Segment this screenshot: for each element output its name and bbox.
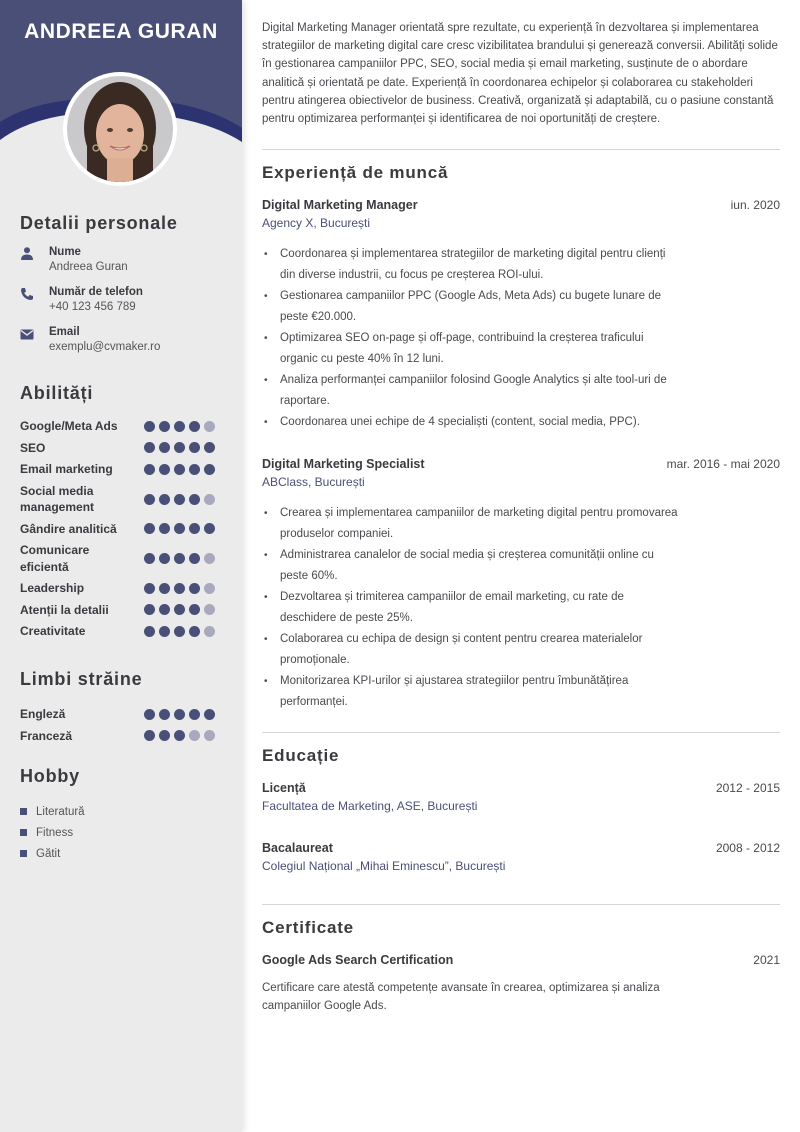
certificate-date: 2021 xyxy=(753,953,780,967)
rating-dot-filled-icon xyxy=(159,709,170,720)
rating-dot-filled-icon xyxy=(144,709,155,720)
rating-dot-filled-icon xyxy=(189,442,200,453)
rating-dot-empty-icon xyxy=(204,421,215,432)
skill-row xyxy=(20,418,220,435)
hobby-title: Hobby xyxy=(20,766,80,786)
hobby-item xyxy=(20,822,220,843)
rating-dots xyxy=(144,604,220,615)
job-bullets xyxy=(262,503,682,713)
education-date: 2012 - 2015 xyxy=(715,781,780,795)
rating-dot-filled-icon xyxy=(159,494,170,505)
divider xyxy=(262,149,780,150)
rating-dots xyxy=(144,523,220,534)
certificate-description: Certificare care atestă competențe avansate în crearea, optimizarea și analiza campaniilor Google Ads. xyxy=(262,982,660,1012)
degree-title: Bacalaureat xyxy=(262,841,333,855)
detail-value: Andreea Guran xyxy=(49,261,128,273)
skill-name: Gândire analitică xyxy=(20,521,117,536)
job-entry xyxy=(262,198,780,433)
hobby-item xyxy=(20,801,220,822)
degree-title: Licență xyxy=(262,781,306,795)
bullet-item: • Colaborarea cu echipa de design și content pentru crearea materialelor promoționale. xyxy=(262,629,682,671)
bullet-item: • Analiza performanței campaniilor folosind Google Analytics și alte tool-uri de raportare. xyxy=(262,370,682,412)
skill-row xyxy=(20,602,220,619)
education-date: 2008 - 2012 xyxy=(715,841,780,855)
rating-dot-filled-icon xyxy=(204,523,215,534)
job-title: Digital Marketing Manager xyxy=(262,198,418,212)
detail-phone xyxy=(20,285,220,315)
rating-dot-filled-icon xyxy=(159,523,170,534)
languages-list xyxy=(20,706,220,744)
rating-dots xyxy=(144,553,220,564)
square-bullet-icon xyxy=(20,808,27,815)
personal-details-section xyxy=(20,213,220,355)
square-bullet-icon xyxy=(20,850,27,857)
rating-dots xyxy=(144,730,220,741)
rating-dot-filled-icon xyxy=(174,709,185,720)
rating-dot-empty-icon xyxy=(204,553,215,564)
skill-row xyxy=(20,542,220,575)
detail-value: exemplu@cvmaker.ro xyxy=(49,341,161,353)
rating-dots xyxy=(144,421,220,432)
detail-email xyxy=(20,325,220,355)
hobby-list xyxy=(20,801,220,864)
bullet-item: • Gestionarea campaniilor PPC (Google Ads, Meta Ads) cu bugete lunare de peste €20.000. xyxy=(262,286,682,328)
rating-dot-filled-icon xyxy=(159,730,170,741)
language-row xyxy=(20,706,220,723)
job-company: ABClass, București xyxy=(262,475,365,489)
education-title: Educație xyxy=(262,746,340,765)
rating-dot-filled-icon xyxy=(159,604,170,615)
rating-dot-filled-icon xyxy=(159,626,170,637)
personal-details-title: Detalii personale xyxy=(20,213,178,233)
language-name: Franceză xyxy=(20,728,73,743)
hobby-label: Literatură xyxy=(36,805,85,818)
sidebar xyxy=(0,0,242,1132)
rating-dot-filled-icon xyxy=(144,523,155,534)
certificate-entry xyxy=(262,953,780,1015)
rating-dot-empty-icon xyxy=(204,583,215,594)
hobby-section xyxy=(20,766,220,864)
profile-summary: Digital Marketing Manager orientată spre rezultate, cu experiență în dezvoltarea și implementarea strategiilor de marketing digital care cresc vizibilitatea brandului și generează conversii. Abilități solide în gestionarea campaniilor PPC, SEO, social media și email marketing, susținute de o abordare analitică și orientată pe date. Experiență în coordonarea echipelor și colaborarea cu stakeholderi pentru atingerea obiectivelor de business. Creativă, organizată și adaptabilă, cu o pasiune constantă pentru optimizarea performanței și identificarea de noi oportunități de creștere. xyxy=(262,22,778,126)
certificates-title: Certificate xyxy=(262,918,354,937)
detail-name xyxy=(20,245,220,275)
detail-label: Nume xyxy=(49,246,81,258)
rating-dot-filled-icon xyxy=(204,709,215,720)
rating-dot-filled-icon xyxy=(159,464,170,475)
rating-dot-filled-icon xyxy=(144,442,155,453)
education-entry xyxy=(262,841,780,873)
skill-row xyxy=(20,521,220,538)
hobby-item xyxy=(20,843,220,864)
skill-row xyxy=(20,440,220,457)
hobby-label: Gătit xyxy=(36,847,61,860)
rating-dots xyxy=(144,442,220,453)
rating-dot-filled-icon xyxy=(144,421,155,432)
job-title: Digital Marketing Specialist xyxy=(262,457,425,471)
rating-dot-filled-icon xyxy=(144,604,155,615)
rating-dot-filled-icon xyxy=(144,553,155,564)
square-bullet-icon xyxy=(20,829,27,836)
skill-name: Social media management xyxy=(20,483,95,514)
languages-title: Limbi străine xyxy=(20,669,143,689)
rating-dot-filled-icon xyxy=(174,604,185,615)
divider xyxy=(262,732,780,733)
rating-dots xyxy=(144,464,220,475)
rating-dot-empty-icon xyxy=(204,604,215,615)
skill-name: Google/Meta Ads xyxy=(20,419,118,433)
rating-dot-filled-icon xyxy=(144,583,155,594)
bullet-item: • Coordonarea și implementarea strategiilor de marketing digital pentru clienți din diverse industrii, cu focus pe creșterea ROI-ului. xyxy=(262,244,682,286)
skill-name: SEO xyxy=(20,440,46,455)
rating-dot-empty-icon xyxy=(204,730,215,741)
rating-dot-filled-icon xyxy=(189,626,200,637)
school-name: Colegiul Național „Mihai Eminescu”, București xyxy=(262,859,506,873)
rating-dot-filled-icon xyxy=(174,442,185,453)
rating-dot-filled-icon xyxy=(174,523,185,534)
skill-row xyxy=(20,623,220,640)
skill-name: Atenții la detalii xyxy=(20,602,109,617)
person-icon xyxy=(20,245,49,265)
rating-dot-filled-icon xyxy=(189,709,200,720)
skill-name: Creativitate xyxy=(20,624,86,638)
rating-dot-filled-icon xyxy=(189,464,200,475)
languages-section xyxy=(20,669,220,744)
certificate-name: Google Ads Search Certification xyxy=(262,953,454,967)
skill-row xyxy=(20,483,220,516)
rating-dot-filled-icon xyxy=(174,494,185,505)
language-name: Engleză xyxy=(20,707,66,721)
job-company: Agency X, București xyxy=(262,216,371,230)
skill-name: Comunicare eficientă xyxy=(20,543,90,574)
hobby-label: Fitness xyxy=(36,826,74,839)
rating-dot-filled-icon xyxy=(144,464,155,475)
rating-dot-filled-icon xyxy=(144,494,155,505)
rating-dot-empty-icon xyxy=(189,730,200,741)
job-date: iun. 2020 xyxy=(730,198,780,212)
experience-title: Experiență de muncă xyxy=(262,163,449,182)
envelope-icon xyxy=(20,325,49,345)
rating-dot-filled-icon xyxy=(159,421,170,432)
school-name: Facultatea de Marketing, ASE, București xyxy=(262,799,478,813)
rating-dot-filled-icon xyxy=(144,730,155,741)
job-entry xyxy=(262,457,780,713)
job-bullets xyxy=(262,244,682,433)
rating-dot-filled-icon xyxy=(174,583,185,594)
rating-dots xyxy=(144,626,220,637)
skill-name: Leadership xyxy=(20,581,85,595)
skill-row xyxy=(20,461,220,478)
rating-dot-empty-icon xyxy=(204,494,215,505)
skill-row xyxy=(20,580,220,597)
rating-dots xyxy=(144,583,220,594)
rating-dot-empty-icon xyxy=(204,626,215,637)
rating-dot-filled-icon xyxy=(159,553,170,564)
bullet-item: • Dezvoltarea și trimiterea campaniilor de email marketing, cu rate de deschidere de peste 25%. xyxy=(262,587,682,629)
phone-icon xyxy=(20,285,49,306)
skills-list xyxy=(20,418,220,640)
rating-dot-filled-icon xyxy=(189,604,200,615)
skills-title: Abilități xyxy=(20,383,94,403)
rating-dot-filled-icon xyxy=(174,421,185,432)
rating-dot-filled-icon xyxy=(174,464,185,475)
rating-dot-filled-icon xyxy=(159,583,170,594)
detail-label: Email xyxy=(49,326,80,338)
bullet-item: • Optimizarea SEO on-page și off-page, contribuind la creșterea traficului organic cu peste 40% în 12 luni. xyxy=(262,328,682,370)
bullet-item: • Crearea și implementarea campaniilor de marketing digital pentru promovarea produselor companiei. xyxy=(262,503,682,545)
rating-dot-filled-icon xyxy=(189,421,200,432)
rating-dot-filled-icon xyxy=(189,583,200,594)
skill-name: Email marketing xyxy=(20,462,113,476)
rating-dot-filled-icon xyxy=(204,442,215,453)
rating-dot-filled-icon xyxy=(159,442,170,453)
rating-dot-filled-icon xyxy=(204,464,215,475)
rating-dot-filled-icon xyxy=(144,626,155,637)
portrait-avatar xyxy=(67,76,173,182)
education-entry xyxy=(262,781,780,813)
profile-photo xyxy=(63,72,177,186)
profile-name: ANDREEA GURAN xyxy=(24,20,218,43)
rating-dot-filled-icon xyxy=(189,523,200,534)
skills-section xyxy=(20,383,220,640)
bullet-item: • Coordonarea unei echipe de 4 specialiști (content, social media, PPC). xyxy=(262,412,682,433)
rating-dot-filled-icon xyxy=(174,553,185,564)
rating-dot-filled-icon xyxy=(189,494,200,505)
job-date: mar. 2016 - mai 2020 xyxy=(666,457,780,471)
divider xyxy=(262,904,780,905)
rating-dot-filled-icon xyxy=(174,730,185,741)
bullet-item: • Administrarea canalelor de social media și creșterea comunității online cu peste 60%. xyxy=(262,545,682,587)
rating-dots xyxy=(144,709,220,720)
detail-value: +40 123 456 789 xyxy=(49,301,136,313)
rating-dot-filled-icon xyxy=(189,553,200,564)
detail-label: Număr de telefon xyxy=(49,286,143,298)
rating-dots xyxy=(144,494,220,505)
bullet-item: • Monitorizarea KPI-urilor și ajustarea strategiilor pentru îmbunătățirea performanței. xyxy=(262,671,682,713)
rating-dot-filled-icon xyxy=(174,626,185,637)
language-row xyxy=(20,728,220,745)
